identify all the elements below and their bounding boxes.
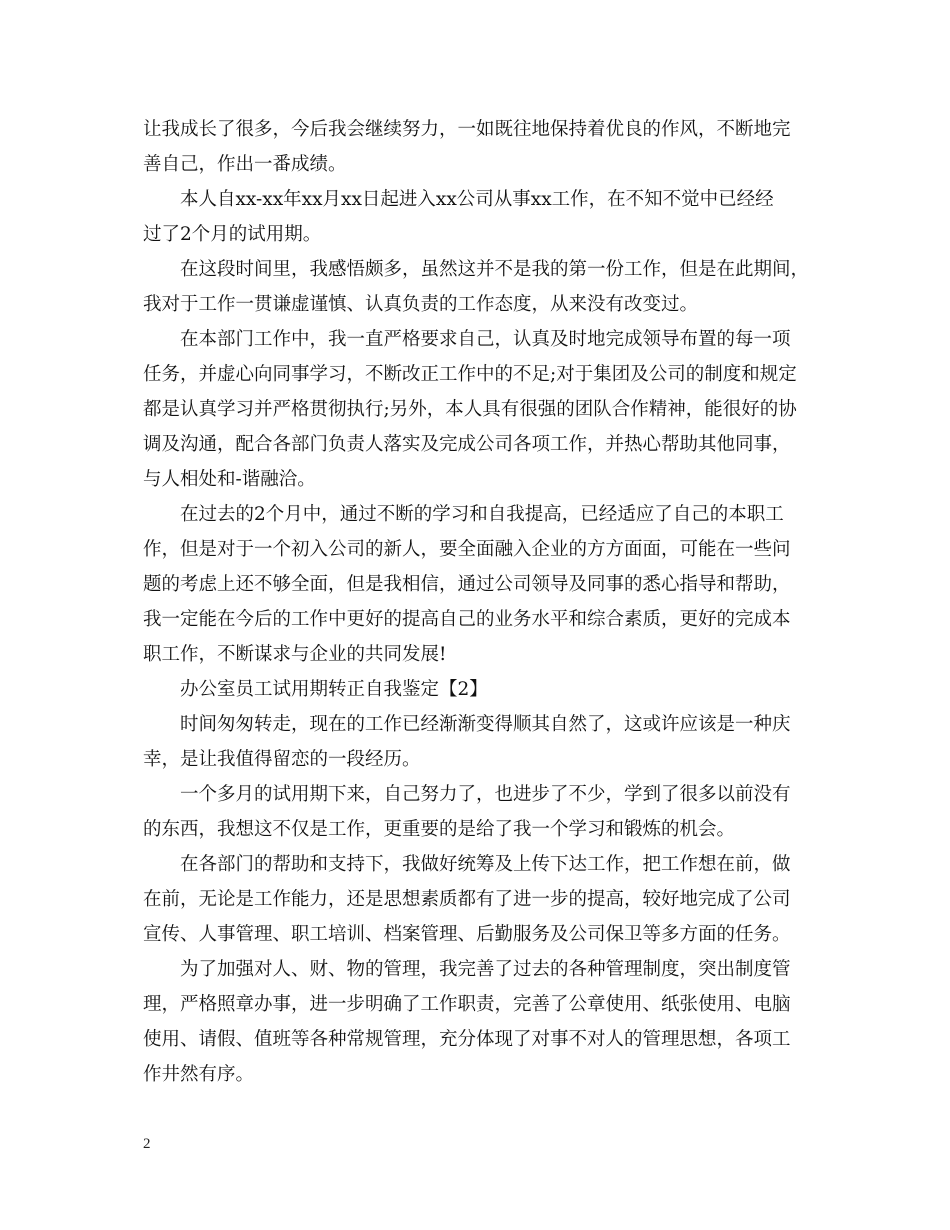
paragraph-start-line: 在这段时间里，我感悟颇多，虽然这并不是我的第一份工作，但是在此期间， — [180, 259, 810, 280]
page-number: 2 — [143, 1136, 151, 1152]
text-line: 让我成长了很多，今后我会继续努力，一如既往地保持着优良的作风，不断地完 — [143, 119, 791, 140]
section-heading: 办公室员工试用期转正自我鉴定【2】 — [180, 679, 488, 700]
text-line: 理，严格照章办事，进一步明确了工作职责，完善了公章使用、纸张使用、电脑 — [143, 994, 791, 1015]
text-line: 善自己，作出一番成绩。 — [143, 154, 347, 175]
text-line: 在前，无论是工作能力，还是思想素质都有了进一步的提高，较好地完成了公司 — [143, 889, 791, 910]
paragraph-start-line: 为了加强对人、财、物的管理，我完善了过去的各种管理制度，突出制度管 — [180, 959, 791, 980]
text-line: 的东西，我想这不仅是工作，更重要的是给了我一个学习和锻炼的机会。 — [143, 819, 736, 840]
text-line: 我一定能在今后的工作中更好的提高自己的业务水平和综合素质，更好的完成本 — [143, 609, 791, 630]
paragraph-start-line: 时间匆匆转走，现在的工作已经渐渐变得顺其自然了，这或许应该是一种庆 — [180, 714, 791, 735]
text-line: 任务，并虚心向同事学习，不断改正工作中的不足;对于集团及公司的制度和规定 — [143, 364, 797, 385]
text-line: 作，但是对于一个初入公司的新人，要全面融入企业的方方面面，可能在一些问 — [143, 539, 791, 560]
text-line: 职工作，不断谋求与企业的共同发展! — [143, 644, 447, 665]
document-body — [143, 112, 811, 1092]
text-line: 使用、请假、值班等各种常规管理，充分体现了对事不对人的管理思想，各项工 — [143, 1029, 791, 1050]
text-line: 过了2个月的试用期。 — [143, 224, 322, 245]
text-line: 我对于工作一贯谦虚谨慎、认真负责的工作态度，从来没有改变过。 — [143, 294, 699, 315]
text-line: 作井然有序。 — [143, 1064, 255, 1085]
text-line: 宣传、人事管理、职工培训、档案管理、后勤服务及公司保卫等多方面的任务。 — [143, 924, 791, 945]
paragraph-start-line: 在本部门工作中，我一直严格要求自己，认真及时地完成领导布置的每一项 — [180, 329, 791, 350]
text-line: 题的考虑上还不够全面，但是我相信，通过公司领导及同事的悉心指导和帮助， — [143, 574, 791, 595]
text-line: 与人相处和-谐融洽。 — [143, 469, 316, 490]
paragraph-start-line: 一个多月的试用期下来，自己努力了，也进步了不少，学到了很多以前没有 — [180, 784, 791, 805]
text-line: 调及沟通，配合各部门负责人落实及完成公司各项工作，并热心帮助其他同事， — [143, 434, 791, 455]
paragraph-start-line: 在各部门的帮助和支持下，我做好统筹及上传下达工作，把工作想在前，做 — [180, 854, 791, 875]
paragraph-start-line: 本人自xx-xx年xx月xx日起进入xx公司从事xx工作，在不知不觉中已经经 — [180, 189, 774, 210]
text-line: 幸，是让我值得留恋的一段经历。 — [143, 749, 421, 770]
paragraph-start-line: 在过去的2个月中，通过不断的学习和自我提高，已经适应了自己的本职工 — [180, 504, 784, 525]
text-line: 都是认真学习并严格贯彻执行;另外，本人具有很强的团队合作精神，能很好的协 — [143, 399, 797, 420]
